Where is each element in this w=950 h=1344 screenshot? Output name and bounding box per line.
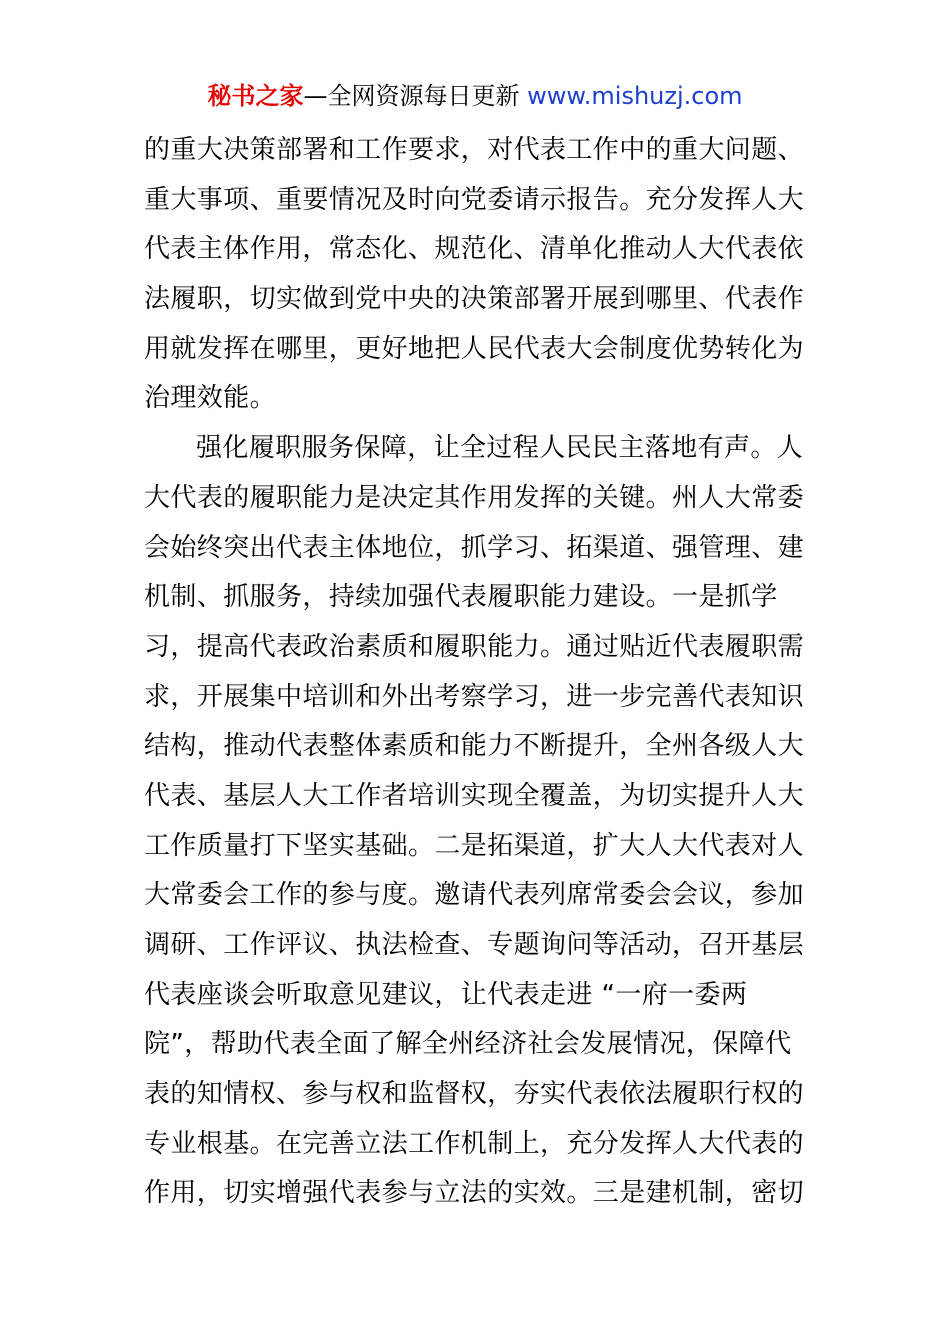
text-line: 重大事项、重要情况及时向党委请示报告。充分发挥人大 <box>144 184 805 215</box>
text-line: 习，提高代表政治素质和履职能力。通过贴近代表履职需 <box>144 631 805 662</box>
text-line: 调研、工作评议、执法检查、专题询问等活动，召开基层 <box>144 930 805 960</box>
header-tagline: —全网资源每日更新 <box>303 82 528 110</box>
text-line: 治理效能。 <box>144 383 277 414</box>
text-line: 院”，帮助代表全面了解全州经济社会发展情况，保障代 <box>144 1029 792 1060</box>
text-line: 用就发挥在哪里，更好地把人民代表大会制度优势转化为 <box>144 333 805 364</box>
text-line: 结构，推动代表整体素质和能力不断提升，全州各级人大 <box>144 731 805 762</box>
text-line: 专业根基。在完善立法工作机制上，充分发挥人大代表的 <box>144 1128 805 1159</box>
document-body <box>144 126 824 1219</box>
text-line: 代表座谈会听取意见建议，让代表走进 “一府一委两 <box>144 979 748 1010</box>
text-line: 代表主体作用，常态化、规范化、清单化推动人大代表依 <box>144 234 805 265</box>
text-line: 大常委会工作的参与度。邀请代表列席常委会会议，参加 <box>144 880 805 911</box>
text-line: 大代表的履职能力是决定其作用发挥的关键。州人大常委 <box>144 482 805 513</box>
text-line: 工作质量打下坚实基础。二是拓渠道，扩大人大代表对人 <box>144 830 805 861</box>
brand-name: 秘书之家 <box>207 82 304 110</box>
text-line: 的重大决策部署和工作要求，对代表工作中的重大问题、 <box>144 135 805 165</box>
text-line: 代表、基层人大工作者培训实现全覆盖，为切实提升人大 <box>144 780 805 811</box>
text-line: 机制、抓服务，持续加强代表履职能力建设。一是抓学 <box>144 582 778 613</box>
paragraph-start-line: 强化履职服务保障，让全过程人民民主落地有声。人 <box>196 433 804 464</box>
text-line: 作用，切实增强代表参与立法的实效。三是建机制，密切 <box>144 1178 805 1209</box>
site-url[interactable]: www.mishuzj.com <box>527 82 743 110</box>
text-line: 会始终突出代表主体地位，抓学习、拓渠道、强管理、建 <box>144 532 805 563</box>
text-line: 求，开展集中培训和外出考察学习，进一步完善代表知识 <box>144 681 805 712</box>
text-line: 表的知情权、参与权和监督权，夯实代表依法履职行权的 <box>144 1079 805 1110</box>
page-header <box>0 80 950 112</box>
text-line: 法履职，切实做到党中央的决策部署开展到哪里、代表作 <box>144 284 805 315</box>
